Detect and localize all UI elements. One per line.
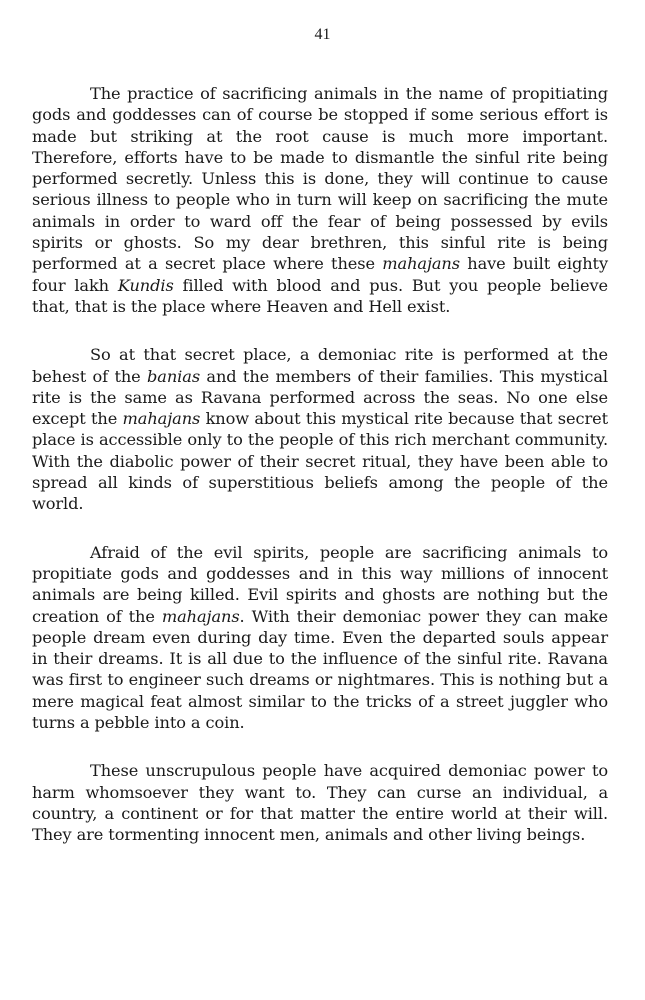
text-run: filled with blood and pus. But you people believe that, that is the place where Heaven and Hell exist. bbox=[32, 275, 608, 316]
text-run: The practice of sacrificing animals in the name of propitiating gods and goddesses can of course be stopped if some serious effort is made but striking at the root cause is much more important. Therefore, efforts have to be made to dismantle the sinful rite being performed secretly. Unless this is done, they will continue to cause serious illness to people who in turn will keep on sacrificing the mute animals in order to ward off the fear of being possessed by evils spirits or ghosts. So my dear brethren, this sinful rite is being performed at a secret place where these bbox=[32, 84, 608, 274]
paragraph bbox=[32, 760, 608, 845]
text-run: These unscrupulous people have acquired demoniac power to harm whomsoever they want to. They can curse an individual, a country, a continent or for that matter the entire world at their will. They are tormenting innocent men, animals and other living beings. bbox=[32, 761, 608, 845]
italic-term: Kundis bbox=[117, 275, 174, 295]
italic-term: mahajans bbox=[382, 254, 460, 274]
text-run: know about this mystical rite because that secret place is accessible only to the people of this rich merchant community. With the diabolic power of their secret ritual, they have been able to spread all kinds of superstitious beliefs among the people of the world. bbox=[32, 409, 608, 514]
text-run: Afraid of the evil spirits, people are sacrificing animals to propitiate gods and goddesses and in this way millions of innocent animals are being killed. Evil spirits and ghosts are nothing but the creation of the bbox=[32, 542, 608, 626]
paragraph bbox=[32, 344, 608, 514]
body-text bbox=[32, 83, 608, 873]
paragraph bbox=[32, 83, 608, 317]
paragraph bbox=[32, 542, 608, 734]
italic-term: mahajans bbox=[161, 606, 240, 626]
text-run: So at that secret place, a demoniac rite is performed at the behest of the bbox=[32, 345, 608, 386]
italic-term: banias bbox=[147, 366, 201, 386]
text-run: . With their demoniac power they can make people dream even during day time. Even the departed souls appear in their dreams. It is all due to the influence of the sinful rite. Ravana was first to engineer such dreams or nightmares. This is nothing but a mere magical feat almost similar to the tricks of a street juggler who turns a pebble into a coin. bbox=[32, 606, 608, 733]
text-run: have built eighty four lakh bbox=[32, 254, 609, 295]
page-number: 41 bbox=[314, 26, 331, 43]
italic-term: mahajans bbox=[122, 409, 201, 429]
text-run: and the members of their families. This mystical rite is the same as Ravana performed across the seas. No one else except the bbox=[32, 366, 608, 429]
